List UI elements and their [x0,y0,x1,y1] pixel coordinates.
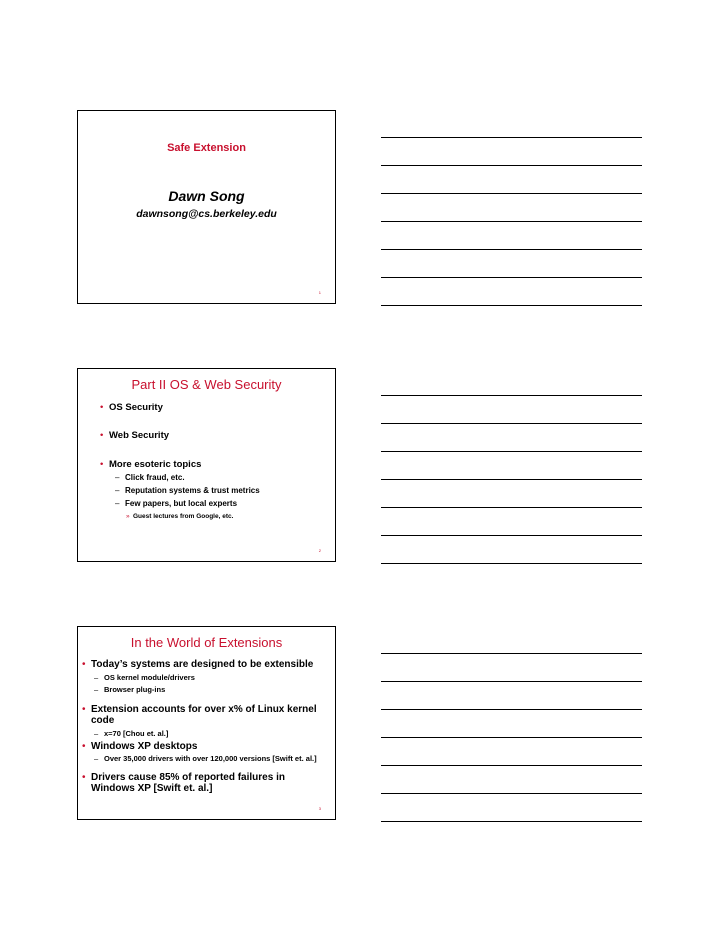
bullet: • OS Security [100,402,163,413]
bullet: • Windows XP desktops [82,741,197,752]
note-line [381,653,642,654]
slide-1-email: dawnsong@cs.berkeley.edu [136,208,277,220]
slide-3-title: In the World of Extensions [130,635,283,650]
slide-1-author: Dawn Song [168,188,245,204]
note-line [381,709,642,710]
note-line [381,765,642,766]
note-line [381,535,642,536]
note-line [381,277,642,278]
note-line [381,137,642,138]
slide-3 [77,626,336,820]
sub-bullet: – Reputation systems & trust metrics [115,486,260,495]
slide-2-title: Part II OS & Web Security [131,377,282,392]
note-line [381,507,642,508]
bullet: • Today’s systems are designed to be extensible [82,659,313,670]
slide-1 [77,110,336,304]
note-line [381,395,642,396]
bullet: • Web Security [100,430,169,441]
note-line [381,737,642,738]
bullet: • Extension accounts for over x% of Linux kernel code [82,704,329,726]
slide-number: 3 [318,806,321,811]
note-line [381,305,642,306]
note-line [381,681,642,682]
note-line [381,221,642,222]
sub-bullet: – OS kernel module/drivers [94,673,195,682]
sub-bullet: – Click fraud, etc. [115,473,185,482]
note-line [381,793,642,794]
sub-bullet: – x=70 [Chou et. al.] [94,729,168,738]
note-line [381,479,642,480]
bullet: • More esoteric topics [100,459,201,470]
note-line [381,423,642,424]
sub-sub-bullet: » Guest lectures from Google, etc. [126,513,233,520]
note-line [381,563,642,564]
note-line [381,249,642,250]
sub-bullet: – Browser plug-ins [94,685,165,694]
slide-number: 1 [318,290,321,295]
sub-bullet: – Few papers, but local experts [115,499,237,508]
slide-2 [77,368,336,562]
slide-number: 2 [318,548,321,553]
note-line [381,821,642,822]
bullet: • Drivers cause 85% of reported failures in Windows XP [Swift et. al.] [82,772,315,794]
note-line [381,193,642,194]
note-line [381,451,642,452]
note-line [381,165,642,166]
sub-bullet: – Over 35,000 drivers with over 120,000 versions [Swift et. al.] [94,755,320,763]
slide-1-title: Safe Extension [167,142,246,154]
